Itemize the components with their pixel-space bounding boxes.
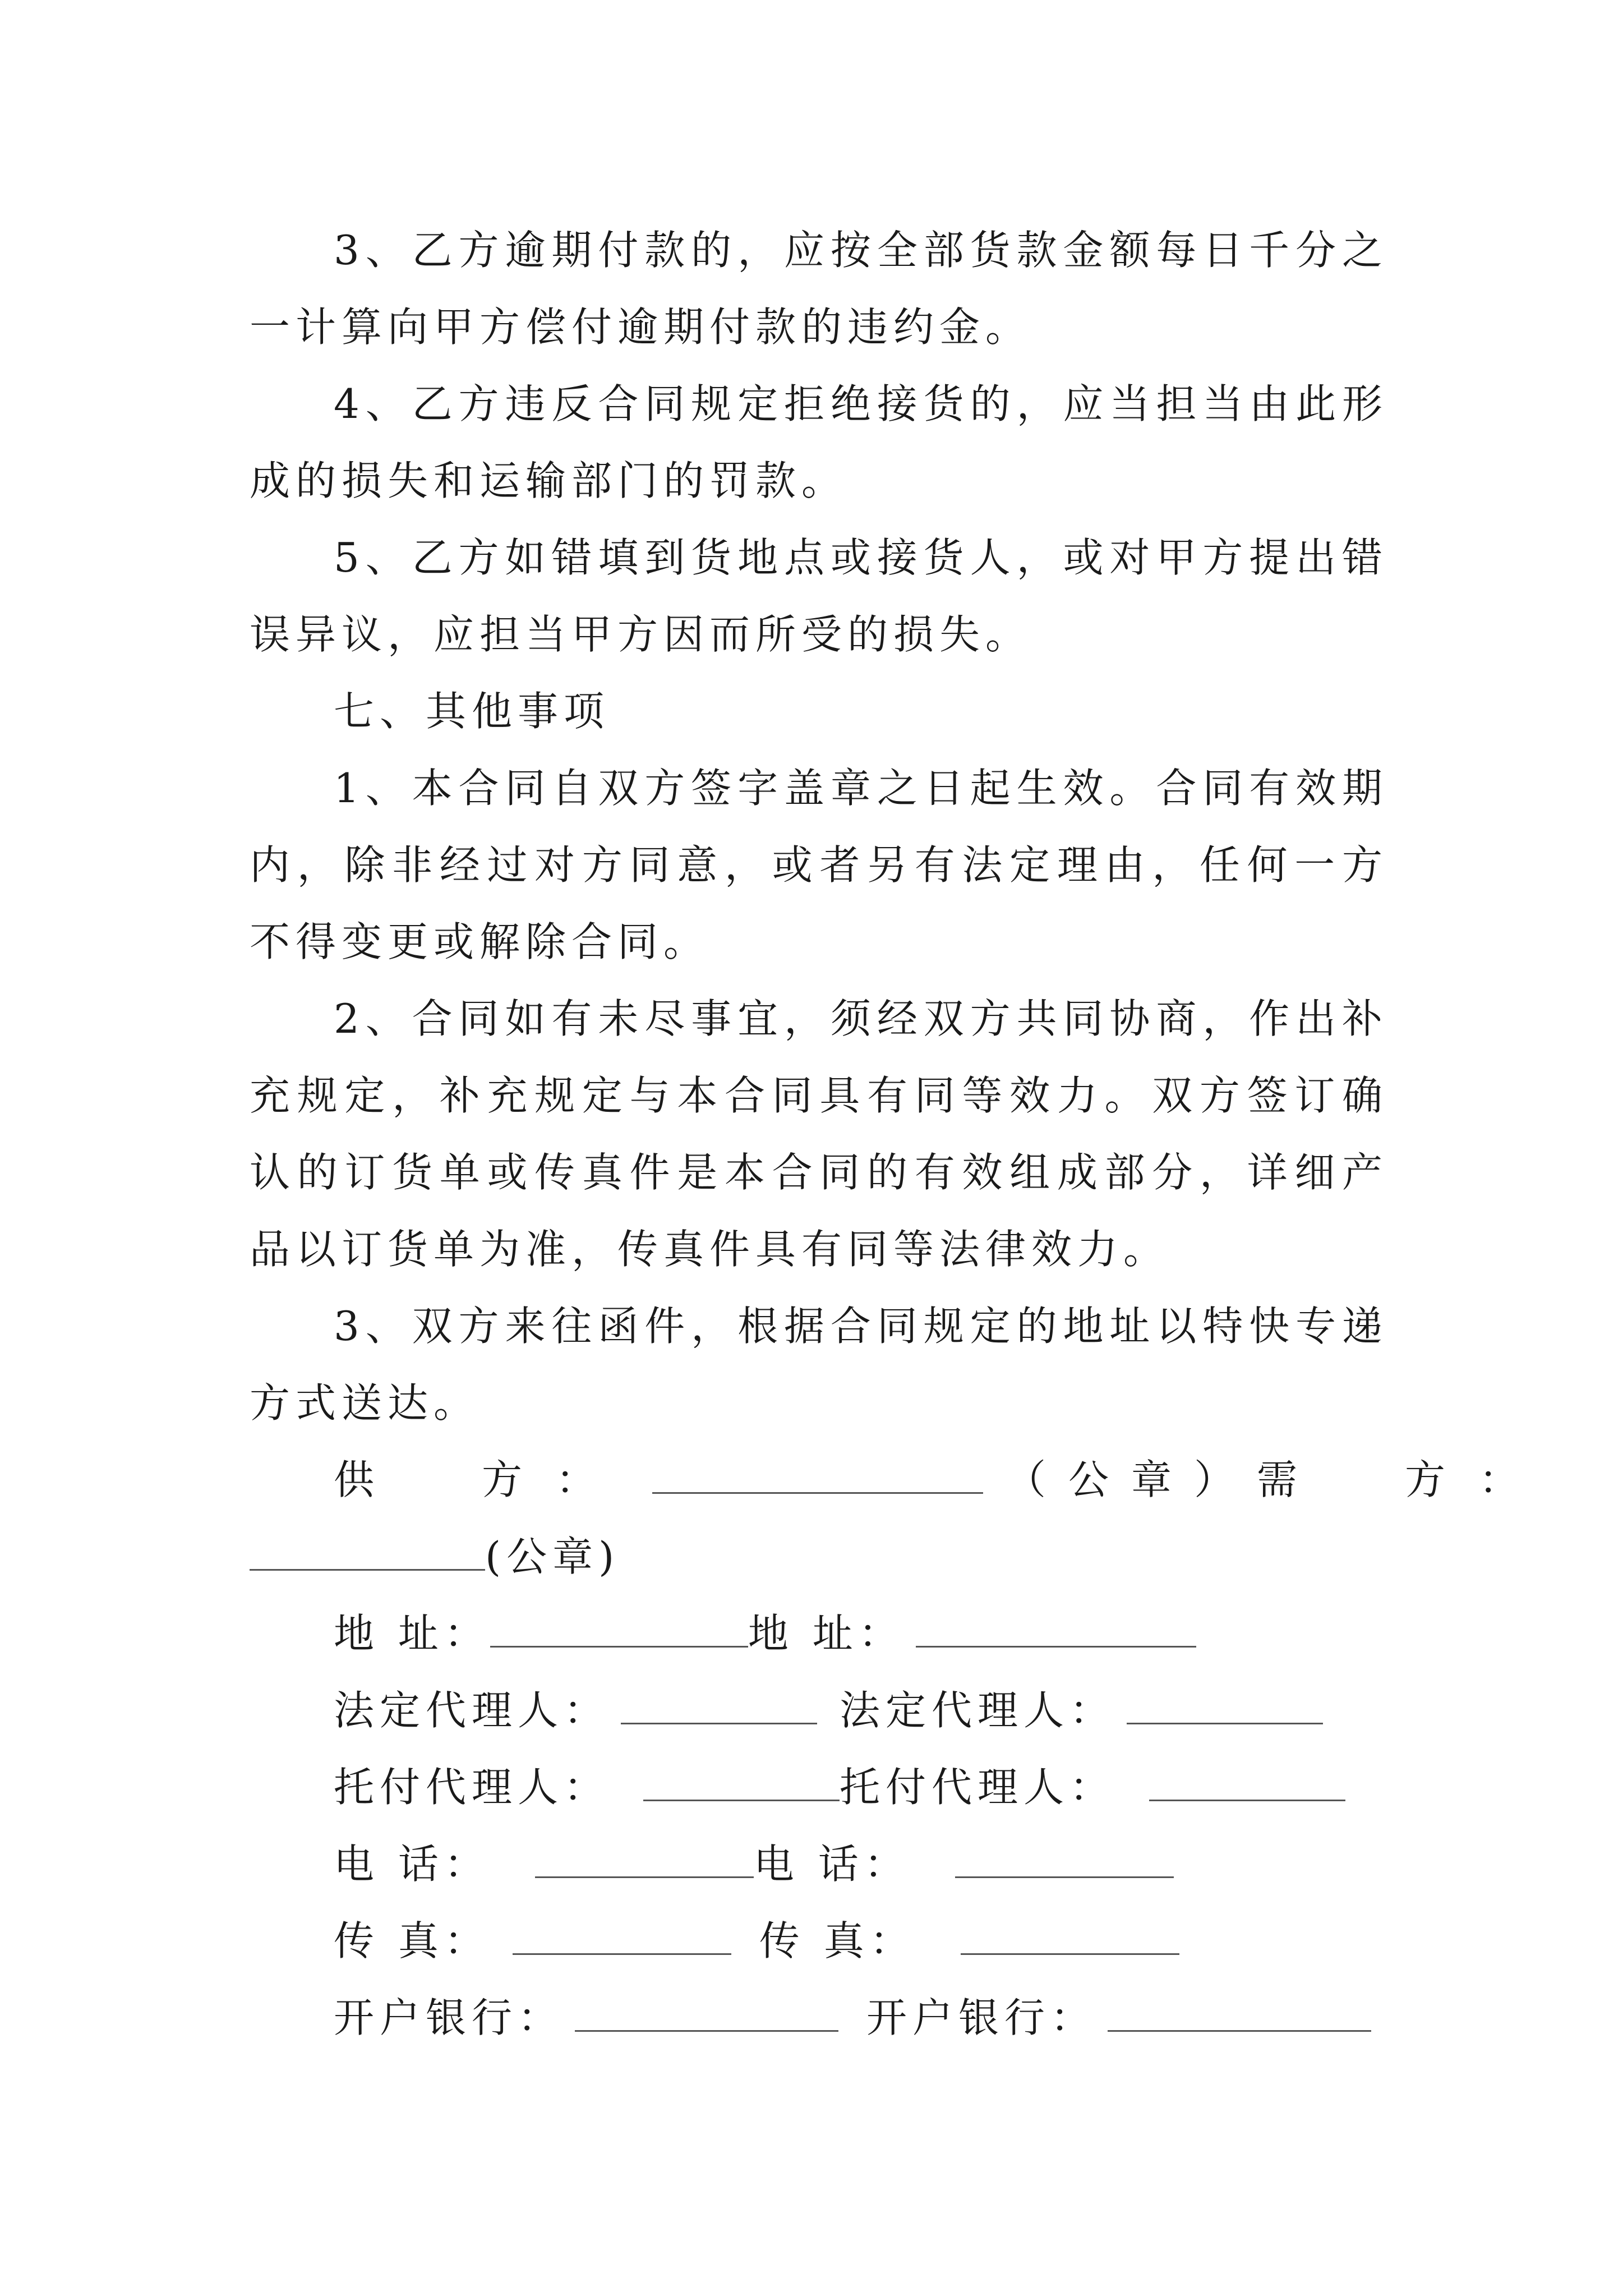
bank-right-label: 开户银行： [866, 1994, 1097, 2041]
phone-line [334, 1826, 1174, 1903]
agent-left-label: 托付代理人： [334, 1764, 610, 1811]
buyer-label: 需 方： [1257, 1456, 1553, 1503]
supplier-buyer-line [334, 1442, 1553, 1519]
buyer-seal-line [250, 1519, 620, 1595]
bank-line [334, 1980, 1371, 2056]
phone-left-blank [535, 1843, 754, 1878]
fax-line [334, 1903, 1179, 1980]
clause-5-wrong-address: 5、乙方如错填到货地点或接货人，或对甲方提出错误异议，应担当甲方因而所受的损失。 [250, 534, 1388, 658]
bank-left-label: 开户银行： [334, 1994, 564, 2041]
supplier-label: 供 方： [334, 1456, 630, 1503]
fax-left-label: 传 真： [334, 1917, 490, 1964]
address-left-label: 地 址： [334, 1610, 490, 1657]
agent-right-blank [1149, 1766, 1345, 1801]
supplier-blank [652, 1458, 983, 1494]
phone-left-label: 电 话： [334, 1841, 490, 1888]
bank-right-blank [1108, 1996, 1371, 2032]
legal-rep-right-label: 法定代理人： [840, 1687, 1116, 1734]
section-7-heading: 七、其他事项 [334, 688, 610, 735]
supplier-seal: （公章） [1006, 1456, 1257, 1503]
section-7-clause-2: 2、合同如有未尽事宜，须经双方共同协商，作出补充规定，补充规定与本合同具有同等效力。双方签订确认的订货单或传真件是本合同的有效组成部分，详细产品以订货单为准，传真件具有同等法律效力。 [250, 995, 1388, 1273]
clause-4-refuse-delivery: 4、乙方违反合同规定拒绝接货的，应当担当由此形成的损失和运输部门的罚款。 [250, 380, 1388, 504]
address-left-blank [490, 1612, 748, 1648]
phone-right-label: 电 话： [753, 1841, 910, 1888]
section-7-clause-1: 1、本合同自双方签字盖章之日起生效。合同有效期内，除非经过对方同意，或者另有法定理由，任何一方不得变更或解除合同。 [250, 765, 1388, 965]
agent-line [334, 1749, 1345, 1826]
agent-right-label: 托付代理人： [840, 1764, 1116, 1811]
address-right-label: 地 址： [748, 1610, 905, 1657]
buyer-seal: (公章) [485, 1533, 620, 1580]
phone-right-blank [955, 1843, 1174, 1878]
address-right-blank [916, 1612, 1196, 1648]
clause-3-overdue-payment: 3、乙方逾期付款的，应按全部货款金额每日千分之一计算向甲方偿付逾期付款的违约金。 [250, 227, 1388, 351]
legal-rep-left-blank [621, 1689, 817, 1724]
bank-left-blank [575, 1996, 838, 2032]
address-line [334, 1595, 1196, 1672]
agent-left-blank [643, 1766, 840, 1801]
legal-rep-line [334, 1672, 1323, 1749]
fax-right-blank [961, 1920, 1179, 1955]
legal-rep-right-blank [1127, 1689, 1323, 1724]
fax-left-blank [513, 1920, 731, 1955]
legal-rep-left-label: 法定代理人： [334, 1687, 610, 1734]
buyer-blank [250, 1535, 485, 1571]
fax-right-label: 传 真： [759, 1917, 916, 1964]
section-7-clause-3: 3、双方来往函件，根据合同规定的地址以特快专递方式送达。 [250, 1303, 1388, 1427]
